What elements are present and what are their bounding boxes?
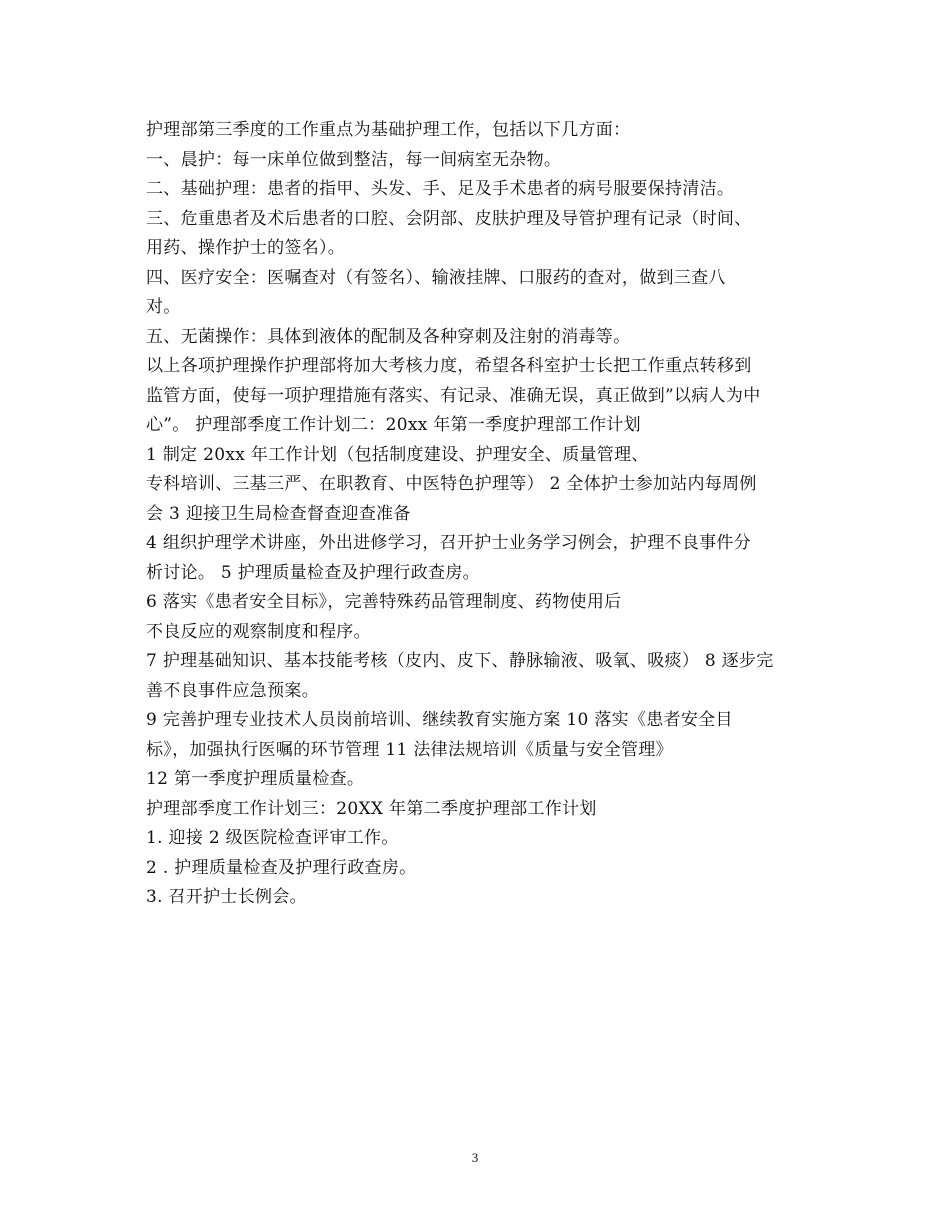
text-line: 护理部第三季度的工作重点为基础护理工作，包括以下几方面： bbox=[146, 120, 631, 140]
text-line: 2 . 护理质量检查及护理行政查房。 bbox=[146, 857, 417, 878]
text-line: 善不良事件应急预案。 bbox=[146, 680, 319, 701]
text-line: 3. 召开护士长例会。 bbox=[146, 887, 307, 907]
text-line: 12 第一季度护理质量检查。 bbox=[146, 769, 365, 789]
text-line: 一、晨护：每一床单位做到整洁，每一间病室无杂物。 bbox=[146, 149, 562, 170]
text-line: 1. 迎接 2 级医院检查评审工作。 bbox=[146, 828, 399, 848]
text-line: 二、基础护理：患者的指甲、头发、手、足及手术患者的病号服要保持清洁。 bbox=[146, 179, 735, 199]
text-line: 三、危重患者及术后患者的口腔、会阴部、皮肤护理及导管护理有记录（时间、 bbox=[146, 208, 752, 229]
text-line: 心”。 护理部季度工作计划二：20xx 年第一季度护理部工作计划 bbox=[146, 415, 641, 435]
text-line: 7 护理基础知识、基本技能考核（皮内、皮下、静脉输液、吸氧、吸痰） 8 逐步完 bbox=[146, 651, 774, 671]
text-line: 4 组织护理学术讲座，外出进修学习，召开护士业务学习例会，护理不良事件分 bbox=[146, 533, 752, 553]
text-line: 6 落实《患者安全目标》，完善特殊药品管理制度、药物使用后 bbox=[146, 592, 622, 612]
text-line: 析讨论。 5 护理质量检查及护理行政查房。 bbox=[146, 562, 480, 583]
page-number: 3 bbox=[471, 1150, 479, 1165]
text-line: 会 3 迎接卫生局检查督查迎查准备 bbox=[146, 503, 411, 524]
text-line: 五、无菌操作：具体到液体的配制及各种穿刺及注射的消毒等。 bbox=[146, 326, 631, 347]
text-line: 对。 bbox=[146, 297, 181, 317]
text-line: 用药、操作护士的签名）。 bbox=[146, 238, 346, 258]
text-line: 专科培训、三基三严、在职教育、中医特色护理等） 2 全体护士参加站内每周例 bbox=[146, 474, 757, 494]
body-text bbox=[146, 116, 826, 913]
text-line: 以上各项护理操作护理部将加大考核力度，希望各科室护士长把工作重点转移到 bbox=[146, 356, 752, 376]
text-line: 监管方面，使每一项护理措施有落实、有记录、准确无误，真正做到”以病人为中 bbox=[146, 385, 761, 406]
text-line: 四、医疗安全：医嘱查对（有签名）、输液挂牌、口服药的查对，做到三查八 bbox=[146, 267, 726, 288]
text-line: 标》，加强执行医嘱的环节管理 11 法律法规培训《质量与安全管理》 bbox=[146, 739, 673, 760]
text-line: 护理部季度工作计划三：20XX 年第二季度护理部工作计划 bbox=[146, 798, 597, 819]
text-line: 不良反应的观察制度和程序。 bbox=[146, 621, 371, 642]
text-line: 9 完善护理专业技术人员岗前培训、继续教育实施方案 10 落实《患者安全目 bbox=[146, 710, 733, 730]
text-line: 1 制定 20xx 年工作计划（包括制度建设、护理安全、质量管理、 bbox=[146, 444, 649, 465]
